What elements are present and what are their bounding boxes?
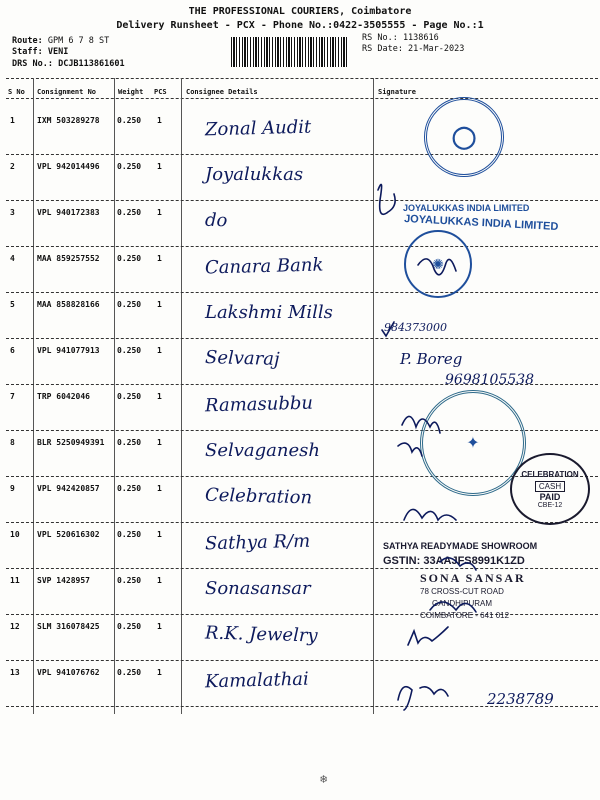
row-consignment-number: VPL 941077913 [37, 346, 100, 355]
sona-stamp-line3: GANDHIPURAM [432, 599, 493, 608]
joyalukkas-stamp: JOYALUKKAS INDIA LIMITED [403, 212, 559, 234]
staff-value: VENI [47, 47, 69, 57]
rs-date: RS Date: 21-Mar-2023 [362, 44, 465, 54]
row-consignment-number: VPL 942014496 [37, 162, 100, 171]
row-consignee-handwriting: R.K. Jewelry [204, 622, 318, 647]
row-consignee-handwriting: Sathya R/m [204, 530, 311, 555]
row-consignee-handwriting: Sonasansar [205, 578, 311, 599]
row-weight: 0.250 [117, 162, 142, 171]
row-pcs: 1 [157, 116, 162, 125]
column-header-consignment: Consignment No [37, 88, 97, 96]
row-serial-number: 12 [10, 622, 20, 631]
celebration-stamp-cash: CASH [535, 481, 565, 492]
row-consignee-handwriting: Celebration [204, 484, 313, 509]
rs-number: RS No.: 1138616 [362, 33, 439, 43]
row-consignee-handwriting: Selvaraj [204, 347, 280, 370]
row-consignee-handwriting: Canara Bank [204, 254, 324, 279]
signature-row-6: P. Boreg [400, 350, 463, 368]
row-serial-number: 2 [10, 162, 15, 171]
row-weight: 0.250 [117, 254, 142, 263]
row-serial-number: 6 [10, 346, 15, 355]
column-header-consignee: Consignee Details [186, 88, 258, 96]
row-serial-number: 13 [10, 668, 20, 677]
signature-row-2-scribble [378, 184, 395, 214]
signature-row-13-phone: 2238789 [487, 690, 554, 708]
row-consignment-number: MAA 859257552 [37, 254, 100, 263]
row-weight: 0.250 [117, 622, 142, 631]
signature-row-5-tick [382, 322, 394, 336]
row-serial-number: 7 [10, 392, 15, 401]
row-weight: 0.250 [117, 530, 142, 539]
row-serial-number: 3 [10, 208, 15, 217]
row-pcs: 1 [157, 392, 162, 401]
drs-label: DRS No.: [12, 59, 53, 69]
row-pcs: 1 [157, 208, 162, 217]
row-serial-number: 11 [10, 576, 20, 585]
signature-row-4-scribble [418, 259, 456, 275]
signature-row-8-scribble [398, 443, 422, 456]
sathya-stamp-line1: SATHYA READYMADE SHOWROOM [383, 541, 538, 551]
row-pcs: 1 [157, 162, 162, 171]
row-pcs: 1 [157, 530, 162, 539]
row-consignee-handwriting: Selvaganesh [205, 440, 320, 461]
celebration-stamp-code: CBE-12 [537, 501, 563, 509]
row-weight: 0.250 [117, 392, 142, 401]
sona-stamp-line2: 78 CROSS-CUT ROAD [420, 587, 504, 596]
document-subtitle: Delivery Runsheet - PCX - Phone No.:0422-3505555 - Page No.:1 [116, 20, 484, 31]
route-value: GPM 6 7 8 ST [47, 36, 110, 46]
column-header-signature: Signature [378, 88, 416, 96]
row-weight: 0.250 [117, 208, 142, 217]
row-pcs: 1 [157, 254, 162, 263]
row-consignee-handwriting: do [204, 209, 228, 232]
row-weight: 0.250 [117, 438, 142, 447]
row-serial-number: 1 [10, 116, 15, 125]
signature-row-10-scribble [440, 558, 476, 570]
celebration-stamp-name: CELEBRATION [521, 469, 579, 479]
row-consignment-number: IXM 503289278 [37, 116, 100, 125]
signature-row-12-scribble [408, 627, 448, 645]
row-weight: 0.250 [117, 484, 142, 493]
row-consignment-number: SLM 316078425 [37, 622, 100, 631]
row-serial-number: 10 [10, 530, 20, 539]
row-pcs: 1 [157, 668, 162, 677]
row-consignee-handwriting: Zonal Audit [204, 116, 312, 141]
row-consignee-handwriting: Kamalathai [204, 668, 310, 693]
row-consignment-number: VPL 942420857 [37, 484, 100, 493]
column-header-weight: Weight [118, 88, 144, 96]
row-consignee-handwriting: Joyalukkas [205, 164, 304, 185]
row-consignment-number: VPL 941076762 [37, 668, 100, 677]
seal-center-icon: ✺ [432, 255, 444, 272]
row-serial-number: 9 [10, 484, 15, 493]
row-serial-number: 4 [10, 254, 15, 263]
celebration-stamp-paid: PAID [539, 491, 561, 502]
sona-stamp-line1: SONA SANSAR [420, 571, 526, 585]
row-pcs: 1 [157, 438, 162, 447]
joyalukkas-stamp-top: JOYALUKKAS INDIA LIMITED [403, 203, 530, 213]
row-consignment-number: SVP 1428957 [37, 576, 90, 585]
row-serial-number: 5 [10, 300, 15, 309]
row-consignment-number: VPL 520616302 [37, 530, 100, 539]
row-consignment-number: VPL 940172383 [37, 208, 100, 217]
column-header-sno: S No [8, 88, 25, 96]
signature-row-7-scribble [402, 416, 440, 433]
document-title: THE PROFESSIONAL COURIERS, Coimbatore [188, 6, 412, 17]
row-pcs: 1 [157, 300, 162, 309]
row-serial-number: 8 [10, 438, 15, 447]
row-weight: 0.250 [117, 300, 142, 309]
row-consignment-number: BLR 5250949391 [37, 438, 105, 447]
staff-label: Staff: [12, 47, 43, 57]
row-consignment-number: MAA 858828166 [37, 300, 100, 309]
row-pcs: 1 [157, 346, 162, 355]
row-weight: 0.250 [117, 576, 142, 585]
signature-row-11-scribble [430, 602, 476, 612]
seal-emblem-icon: ◯ [451, 124, 477, 149]
drs-value: DCJB113861601 [58, 59, 125, 69]
row-weight: 0.250 [117, 346, 142, 355]
signature-row-13-scribble [398, 687, 448, 710]
row-pcs: 1 [157, 576, 162, 585]
signature-row-5: 984373000 [384, 321, 447, 334]
row-weight: 0.250 [117, 116, 142, 125]
row-consignee-handwriting: Lakshmi Mills [205, 302, 333, 323]
sathya-stamp-line2: GSTIN: 33AAJFS8991K1ZD [383, 555, 525, 567]
row-pcs: 1 [157, 622, 162, 631]
column-header-pcs: PCS [154, 88, 167, 96]
footer-mark-icon: ❄ [320, 772, 328, 786]
sona-stamp-line4: COIMBATORE - 641 012 [420, 611, 510, 620]
seal-star-icon: ✦ [466, 435, 480, 452]
route-label: Route: [12, 36, 43, 46]
row-weight: 0.250 [117, 668, 142, 677]
row-pcs: 1 [157, 484, 162, 493]
signature-row-6-phone: 9698105538 [445, 372, 535, 388]
signature-row-9-scribble [404, 509, 456, 520]
row-consignee-handwriting: Ramasubbu [204, 392, 314, 417]
row-consignment-number: TRP 6042046 [37, 392, 90, 401]
